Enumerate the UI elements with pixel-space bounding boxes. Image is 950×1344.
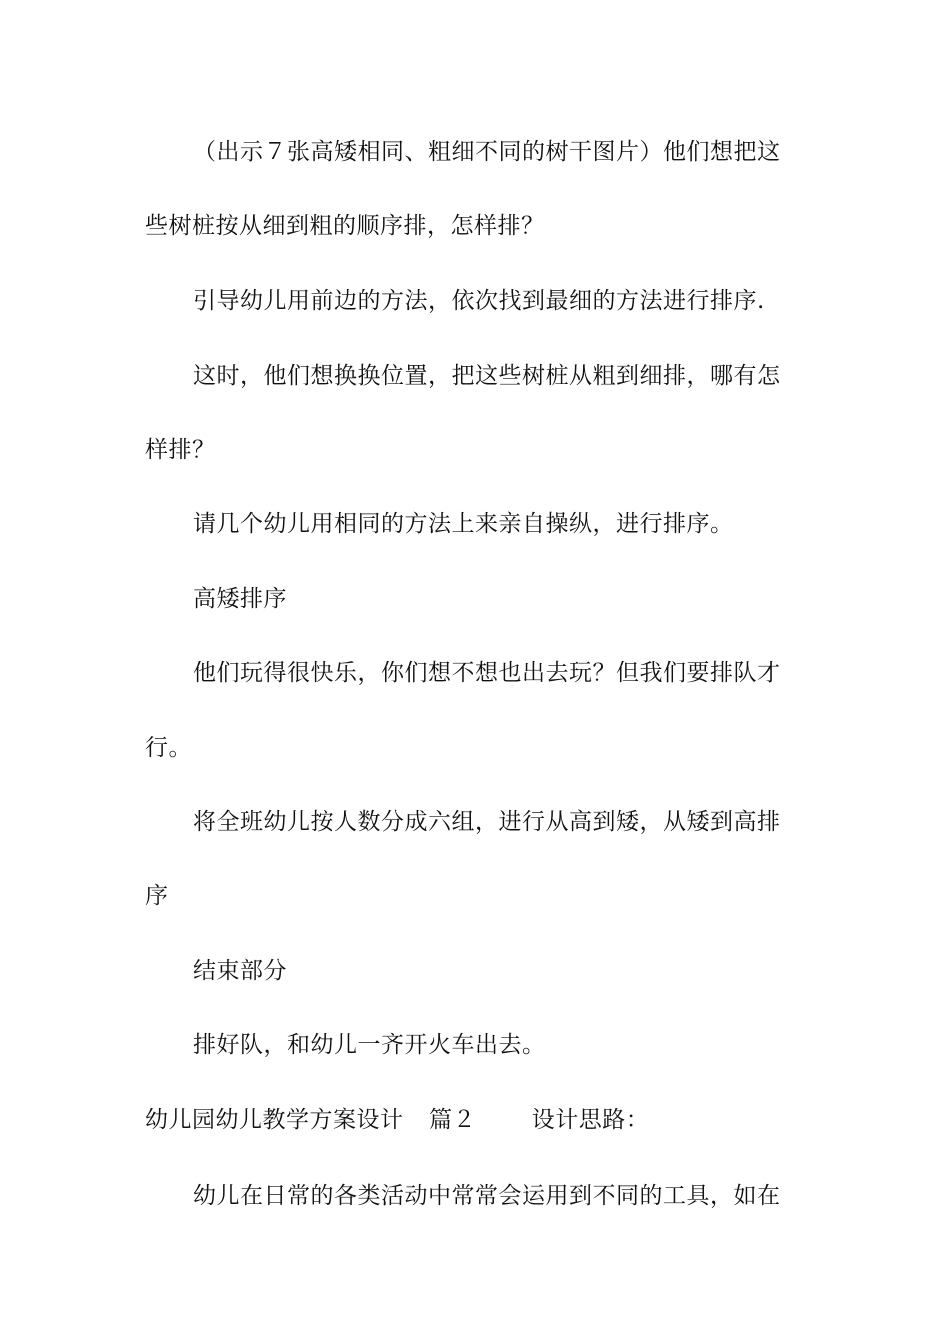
subheading-line: 结束部分 — [193, 958, 287, 984]
paragraph-line: 排好队，和幼儿一齐开火车出去。 — [193, 1032, 546, 1058]
paragraph-line: 序 — [145, 883, 169, 909]
paragraph-line: 这时，他们想换换位置，把这些树桩从粗到细排，哪有怎 — [193, 363, 781, 389]
section-heading-part: 篇２ — [429, 1107, 477, 1133]
paragraph-line: 引导幼儿用前边的方法，依次找到最细的方法进行排序. — [193, 288, 765, 314]
paragraph-line: 行。 — [145, 735, 192, 761]
paragraph-line: 请几个幼儿用相同的方法上来亲自操纵，进行排序。 — [193, 511, 734, 537]
paragraph-line: 些树桩按从细到粗的顺序排，怎样排？ — [145, 213, 545, 239]
section-heading — [145, 1105, 815, 1135]
section-heading-title: 幼儿园幼儿教学方案设计 — [145, 1107, 404, 1133]
paragraph-line: 将全班幼儿按人数分成六组，进行从高到矮，从矮到高排 — [193, 809, 781, 835]
paragraph-line: 样排？ — [145, 437, 216, 463]
paragraph-line: 幼儿在日常的各类活动中常常会运用到不同的工具，如在 — [193, 1183, 781, 1209]
section-heading-subtitle: 设计思路： — [531, 1107, 650, 1133]
paragraph-line: （出示７张高矮相同、粗细不同的树干图片）他们想把这 — [193, 139, 781, 165]
paragraph-line: 他们玩得很快乐，你们想不想也出去玩？但我们要排队才 — [193, 660, 781, 686]
subheading-line: 高矮排序 — [193, 586, 287, 612]
